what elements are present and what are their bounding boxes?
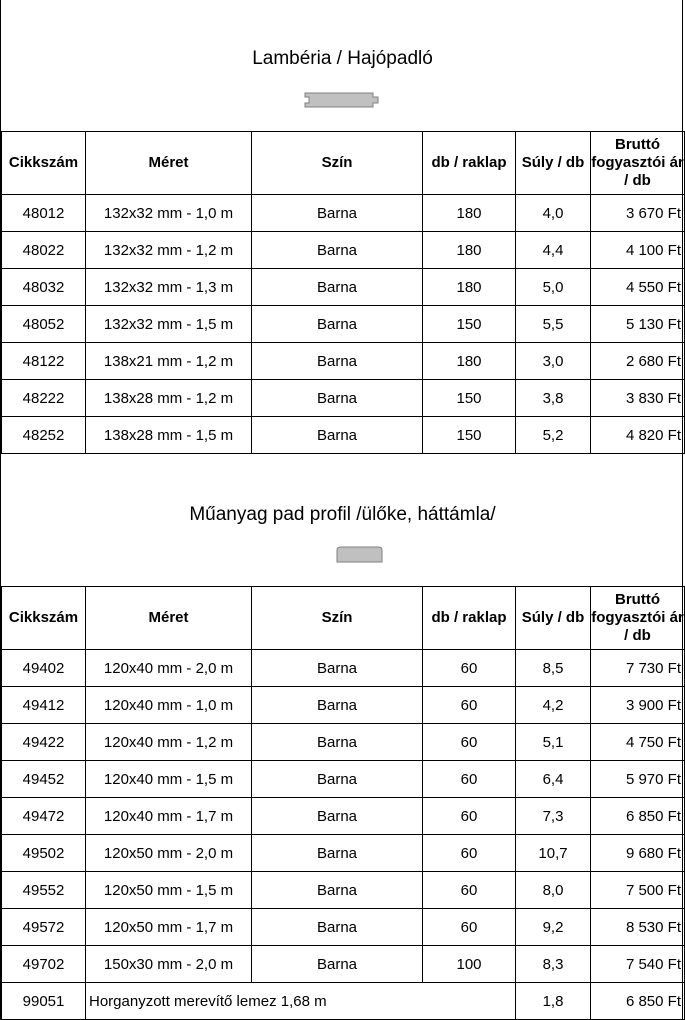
cell-db-raklap: 60 xyxy=(423,687,516,724)
cell-ar: 3 830 Ft xyxy=(591,380,685,417)
cell-ar: 2 680 Ft xyxy=(591,343,685,380)
cell-db-raklap: 150 xyxy=(423,380,516,417)
cell-db-raklap: 60 xyxy=(423,798,516,835)
header-cikkszam: Cikkszám xyxy=(2,132,86,195)
cell-meret: 120x40 mm - 1,5 m xyxy=(86,761,252,798)
cell-cikkszam: 49402 xyxy=(2,650,86,687)
header-ar: Bruttó fogyasztói ár / db xyxy=(591,587,685,650)
table-row xyxy=(2,872,685,909)
cell-meret: 138x28 mm - 1,5 m xyxy=(86,417,252,454)
cell-meret: 120x40 mm - 1,0 m xyxy=(86,687,252,724)
cell-szin: Barna xyxy=(252,909,423,946)
cell-cikkszam: 99051 xyxy=(2,983,86,1020)
cell-cikkszam: 48022 xyxy=(2,232,86,269)
cell-suly: 1,8 xyxy=(516,983,591,1020)
cell-db-raklap: 180 xyxy=(423,343,516,380)
cell-cikkszam: 49422 xyxy=(2,724,86,761)
cell-cikkszam: 49472 xyxy=(2,798,86,835)
cell-meret: 120x40 mm - 2,0 m xyxy=(86,650,252,687)
cell-meret: 150x30 mm - 2,0 m xyxy=(86,946,252,983)
cell-cikkszam: 48012 xyxy=(2,195,86,232)
cell-szin: Barna xyxy=(252,232,423,269)
header-szin: Szín xyxy=(252,587,423,650)
cell-cikkszam: 48052 xyxy=(2,306,86,343)
table-row xyxy=(2,306,685,343)
cell-szin: Barna xyxy=(252,269,423,306)
table-row xyxy=(2,835,685,872)
cell-ar: 3 900 Ft xyxy=(591,687,685,724)
cell-cikkszam: 49552 xyxy=(2,872,86,909)
cell-ar: 6 850 Ft xyxy=(591,983,685,1020)
cell-db-raklap: 60 xyxy=(423,724,516,761)
cell-szin: Barna xyxy=(252,946,423,983)
price-table-pad-profil xyxy=(1,586,685,1020)
cell-cikkszam: 48222 xyxy=(2,380,86,417)
tongue-groove-board-icon xyxy=(303,91,379,109)
cell-suly: 9,2 xyxy=(516,909,591,946)
header-db-raklap: db / raklap xyxy=(423,132,516,195)
cell-cikkszam: 49702 xyxy=(2,946,86,983)
table-row xyxy=(2,798,685,835)
table-header-row xyxy=(2,587,685,650)
cell-ar: 3 670 Ft xyxy=(591,195,685,232)
cell-suly: 5,5 xyxy=(516,306,591,343)
cell-ar: 7 500 Ft xyxy=(591,872,685,909)
cell-szin: Barna xyxy=(252,380,423,417)
cell-db-raklap: 60 xyxy=(423,761,516,798)
bench-profile-icon xyxy=(336,546,383,563)
cell-szin: Barna xyxy=(252,306,423,343)
table-row xyxy=(2,909,685,946)
cell-szin: Barna xyxy=(252,195,423,232)
header-meret: Méret xyxy=(86,132,252,195)
cell-szin: Barna xyxy=(252,650,423,687)
cell-meret: 120x50 mm - 2,0 m xyxy=(86,835,252,872)
table-row xyxy=(2,343,685,380)
cell-suly: 10,7 xyxy=(516,835,591,872)
cell-meret: 120x40 mm - 1,2 m xyxy=(86,724,252,761)
cell-suly: 4,2 xyxy=(516,687,591,724)
cell-db-raklap: 150 xyxy=(423,417,516,454)
table-row xyxy=(2,687,685,724)
cell-ar: 5 970 Ft xyxy=(591,761,685,798)
table-row xyxy=(2,946,685,983)
header-meret: Méret xyxy=(86,587,252,650)
price-table-lamberia xyxy=(1,131,685,454)
cell-cikkszam: 49502 xyxy=(2,835,86,872)
cell-ar: 9 680 Ft xyxy=(591,835,685,872)
cell-meret: 120x40 mm - 1,7 m xyxy=(86,798,252,835)
cell-cikkszam: 48252 xyxy=(2,417,86,454)
cell-ar: 4 100 Ft xyxy=(591,232,685,269)
cell-szin: Barna xyxy=(252,835,423,872)
table-row xyxy=(2,724,685,761)
cell-ar: 4 550 Ft xyxy=(591,269,685,306)
cell-db-raklap: 150 xyxy=(423,306,516,343)
table-row xyxy=(2,269,685,306)
cell-meret: 132x32 mm - 1,2 m xyxy=(86,232,252,269)
cell-szin: Barna xyxy=(252,724,423,761)
header-suly: Súly / db xyxy=(516,132,591,195)
cell-suly: 8,0 xyxy=(516,872,591,909)
cell-suly: 5,0 xyxy=(516,269,591,306)
cell-db-raklap: 60 xyxy=(423,835,516,872)
header-szin: Szín xyxy=(252,132,423,195)
cell-description: Horganyzott merevítő lemez 1,68 m xyxy=(86,983,516,1020)
cell-szin: Barna xyxy=(252,343,423,380)
cell-suly: 8,5 xyxy=(516,650,591,687)
cell-cikkszam: 49452 xyxy=(2,761,86,798)
cell-suly: 3,0 xyxy=(516,343,591,380)
cell-suly: 5,1 xyxy=(516,724,591,761)
cell-ar: 7 730 Ft xyxy=(591,650,685,687)
cell-ar: 7 540 Ft xyxy=(591,946,685,983)
table-row xyxy=(2,650,685,687)
cell-db-raklap: 60 xyxy=(423,909,516,946)
cell-meret: 120x50 mm - 1,5 m xyxy=(86,872,252,909)
cell-db-raklap: 180 xyxy=(423,232,516,269)
cell-meret: 138x21 mm - 1,2 m xyxy=(86,343,252,380)
table-row xyxy=(2,195,685,232)
cell-ar: 4 820 Ft xyxy=(591,417,685,454)
cell-suly: 3,8 xyxy=(516,380,591,417)
cell-db-raklap: 60 xyxy=(423,872,516,909)
header-cikkszam: Cikkszám xyxy=(2,587,86,650)
header-db-raklap: db / raklap xyxy=(423,587,516,650)
table-row xyxy=(2,417,685,454)
cell-meret: 132x32 mm - 1,5 m xyxy=(86,306,252,343)
cell-db-raklap: 180 xyxy=(423,269,516,306)
cell-ar: 8 530 Ft xyxy=(591,909,685,946)
cell-suly: 7,3 xyxy=(516,798,591,835)
cell-suly: 8,3 xyxy=(516,946,591,983)
cell-cikkszam: 49572 xyxy=(2,909,86,946)
section-title-pad-profil: Műanyag pad profil /ülőke, háttámla/ xyxy=(189,504,496,525)
header-ar: Bruttó fogyasztói ár / db xyxy=(591,132,685,195)
cell-ar: 6 850 Ft xyxy=(591,798,685,835)
cell-cikkszam: 49412 xyxy=(2,687,86,724)
cell-db-raklap: 100 xyxy=(423,946,516,983)
cell-db-raklap: 180 xyxy=(423,195,516,232)
cell-szin: Barna xyxy=(252,687,423,724)
cell-suly: 4,0 xyxy=(516,195,591,232)
header-suly: Súly / db xyxy=(516,587,591,650)
cell-ar: 4 750 Ft xyxy=(591,724,685,761)
section-title-lamberia: Lambéria / Hajópadló xyxy=(252,48,433,69)
cell-meret: 138x28 mm - 1,2 m xyxy=(86,380,252,417)
cell-meret: 132x32 mm - 1,3 m xyxy=(86,269,252,306)
cell-szin: Barna xyxy=(252,417,423,454)
table-row xyxy=(2,232,685,269)
cell-szin: Barna xyxy=(252,872,423,909)
cell-meret: 132x32 mm - 1,0 m xyxy=(86,195,252,232)
table-row xyxy=(2,380,685,417)
cell-cikkszam: 48122 xyxy=(2,343,86,380)
cell-db-raklap: 60 xyxy=(423,650,516,687)
cell-suly: 6,4 xyxy=(516,761,591,798)
cell-szin: Barna xyxy=(252,761,423,798)
table-row xyxy=(2,983,685,1020)
cell-szin: Barna xyxy=(252,798,423,835)
table-row xyxy=(2,761,685,798)
cell-ar: 5 130 Ft xyxy=(591,306,685,343)
cell-suly: 4,4 xyxy=(516,232,591,269)
cell-cikkszam: 48032 xyxy=(2,269,86,306)
cell-meret: 120x50 mm - 1,7 m xyxy=(86,909,252,946)
cell-suly: 5,2 xyxy=(516,417,591,454)
table-header-row xyxy=(2,132,685,195)
